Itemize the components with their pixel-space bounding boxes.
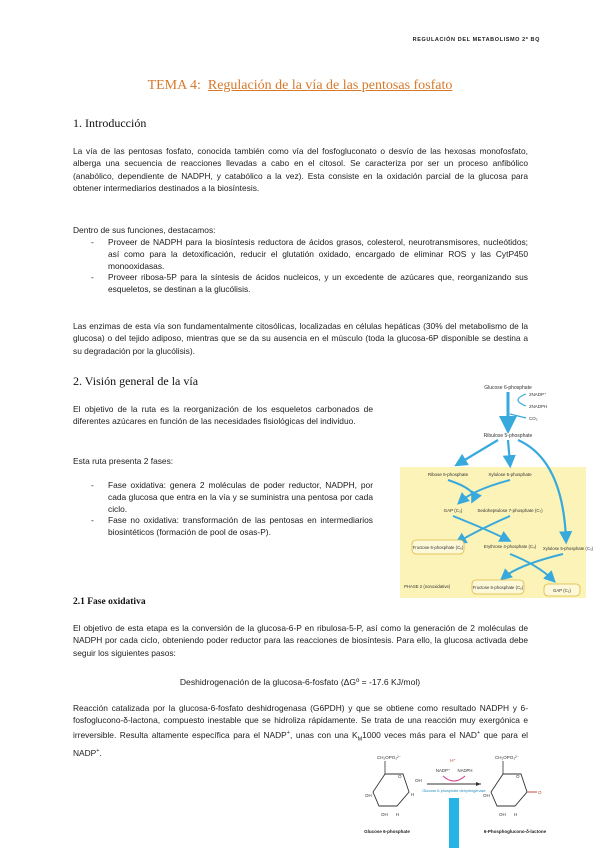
list-item: - Proveer ribosa-5P para la síntesis de ácidos nucleicos, y un excedente de azúcares que, reorganizando sus esqueletos, se destinan a la glucólisis. bbox=[91, 272, 528, 295]
glucose-ring bbox=[373, 774, 409, 806]
g6pdh-reaction-figure bbox=[365, 752, 555, 848]
nadp-curve bbox=[518, 394, 526, 406]
ring-o: O bbox=[516, 774, 520, 779]
enzyme-label: Glucose 6-phosphate dehydrogenase bbox=[422, 789, 486, 793]
nadph-label: NADPH bbox=[457, 768, 473, 773]
h-label: H bbox=[411, 792, 415, 797]
oh-label: OH bbox=[483, 793, 490, 798]
nadp-label: NADP⁺ bbox=[435, 768, 451, 773]
reaction-paragraph: Reacción catalizada por la glucosa-6-fosfato deshidrogenasa (G6PDH) y que se obtiene como resultado NADPH y 6-fosfoglucono-δ-lactona, compuesto inestable que se hidroliza rápidamente. Se trata de una reacción muy exergónica e irreversible. Resulta altamente específica para el NADP+, unas con una $K_M1000$ veces más para el NAD+ que para el NADP+. bbox=[73, 703, 528, 759]
enzyme-bar bbox=[449, 798, 459, 848]
fructose2-label: Fructose 6-phosphate (C₆) bbox=[472, 585, 524, 590]
section-2-1-heading: 2.1 Fase oxidativa bbox=[73, 597, 146, 607]
fructose-label: Fructose 6-phosphate (C₆) bbox=[412, 545, 464, 550]
cofactor-curve bbox=[443, 776, 465, 781]
h-plus-label: H⁺ bbox=[450, 758, 456, 763]
section-2-heading: 2. Visión general de la vía bbox=[73, 374, 199, 388]
lactone-ring bbox=[491, 774, 527, 806]
list-item: - Proveer de NADPH para la biosíntesis reductora de ácidos grasos, colesterol, neurotransmisores, nucleótidos; así como para la detoxificación, reducir el glutatión oxidado, encargado de eliminar ROS y las CytP450 monooxidasas. bbox=[91, 237, 528, 271]
erythrose-label: Erythrose 4-phosphate (C₄) bbox=[483, 544, 537, 549]
sedoheptulose-label: Sedoheptulose 7-phosphate (C₇) bbox=[477, 508, 543, 513]
equation-line: Deshidrogenación de la glucosa-6-fosfato (ΔGº = -17.6 KJ/mol) bbox=[179, 677, 421, 687]
ch2o-right: CH₂OPO₃²⁻ bbox=[495, 755, 519, 760]
pentose-pathway-figure bbox=[398, 380, 594, 600]
xylulose-label: Xylulose 5-phosphate bbox=[488, 472, 532, 477]
ring-o: O bbox=[398, 774, 402, 779]
co2-arrow bbox=[510, 414, 526, 418]
list-item: - Fase no oxidativa: transformación de las pentosas en intermediarios biosintéticos (formación de pool de osas-P). bbox=[91, 515, 373, 538]
h-label: H bbox=[514, 812, 518, 817]
ribulose-label: Ribulose 5-phosphate bbox=[483, 433, 533, 439]
section-1-heading: 1. Introducción bbox=[73, 116, 147, 130]
h-label: H bbox=[396, 812, 400, 817]
nadp-label: 2NADP⁺ bbox=[529, 392, 547, 397]
co2-label: CO₂ bbox=[529, 416, 538, 421]
list-item: - Fase oxidativa: genera 2 moléculas de poder reductor, NADPH, por cada glucosa que entra en la vía y se suministra una pentosa por cada ciclo. bbox=[91, 480, 373, 514]
glucose-6p-caption: Glucose 6-phosphate bbox=[364, 829, 410, 834]
glucose-6p-label: Glucose 6-phosphate bbox=[484, 385, 532, 391]
phase-label: PHASE 2 (nonoxidative) bbox=[404, 584, 451, 589]
oh-label: OH bbox=[365, 793, 372, 798]
overview-paragraph: El objetivo de la ruta es la reorganización de los esqueletos carbonados de diferentes azúcares en función de las necesidades fisiológicas del individuo. bbox=[73, 404, 373, 427]
page-header: REGULACIÓN DEL METABOLISMO 2º BQ bbox=[412, 37, 540, 43]
phases-list bbox=[73, 480, 373, 539]
branch-arrow bbox=[508, 440, 510, 464]
oh-label: OH bbox=[381, 812, 388, 817]
intro-paragraph: La vía de las pentosas fosfato, conocida también como vía del fosfogluconato o desvío de las hexosas monofosfato, alberga una secuencia de reacciones llevadas a cabo en el citosol. Se caracteriza por ser un proceso anfibólico (anabólico, dependiente de NADPH, y catabólico a la vez). Esta consiste en la oxidación parcial de la glucosa para obtener intermediarios destinados a la biosíntesis. bbox=[73, 146, 528, 193]
title-prefix: TEMA 4: bbox=[147, 78, 201, 93]
nadph-label: 2NADPH bbox=[529, 404, 548, 409]
title-main: Regulación de la vía de las pentosas fosfato bbox=[207, 78, 453, 93]
oxidative-paragraph: El objetivo de esta etapa es la conversión de la glucosa-6-P en ribulosa-5-P, así como la generación de 2 moléculas de NADPH por cada ciclo, obteniendo poder reductor para las reacciones de biosíntesis. Para ello, la glucosa activada debe seguir los siguientes pasos: bbox=[73, 623, 528, 658]
oh-label: OH bbox=[415, 778, 422, 783]
gap2-label: GAP (C₃) bbox=[553, 588, 571, 593]
functions-list bbox=[73, 237, 528, 296]
phases-intro: Esta ruta presenta 2 fases: bbox=[73, 456, 174, 466]
ch2o-left: CH₂OPO₃²⁻ bbox=[377, 755, 401, 760]
page-title bbox=[0, 78, 600, 94]
branch-arrow bbox=[458, 440, 498, 464]
xylulose2-label: Xylulose 5-phosphate (C₅) bbox=[542, 546, 594, 551]
arrow-head bbox=[476, 782, 481, 786]
ribose-label: Ribose 5-phosphate bbox=[427, 472, 469, 477]
gap-label: GAP (C₃) bbox=[443, 508, 463, 513]
carbonyl-o: O bbox=[538, 790, 542, 795]
functions-intro: Dentro de sus funciones, destacamos: bbox=[73, 225, 216, 235]
oh-label: OH bbox=[499, 812, 506, 817]
enzymes-paragraph: Las enzimas de esta vía son fundamentalmente citosólicas, localizadas en células hepáticas (30% del metabolismo de la glucosa) o del tejido adiposo, mientras que se da su ausencia en el músculo (toda la glucosa-6P disponible se destina a su degradación por la glucólisis). bbox=[73, 321, 528, 356]
lactone-caption: 6-Phosphoglucono-δ-lactone bbox=[483, 829, 547, 834]
